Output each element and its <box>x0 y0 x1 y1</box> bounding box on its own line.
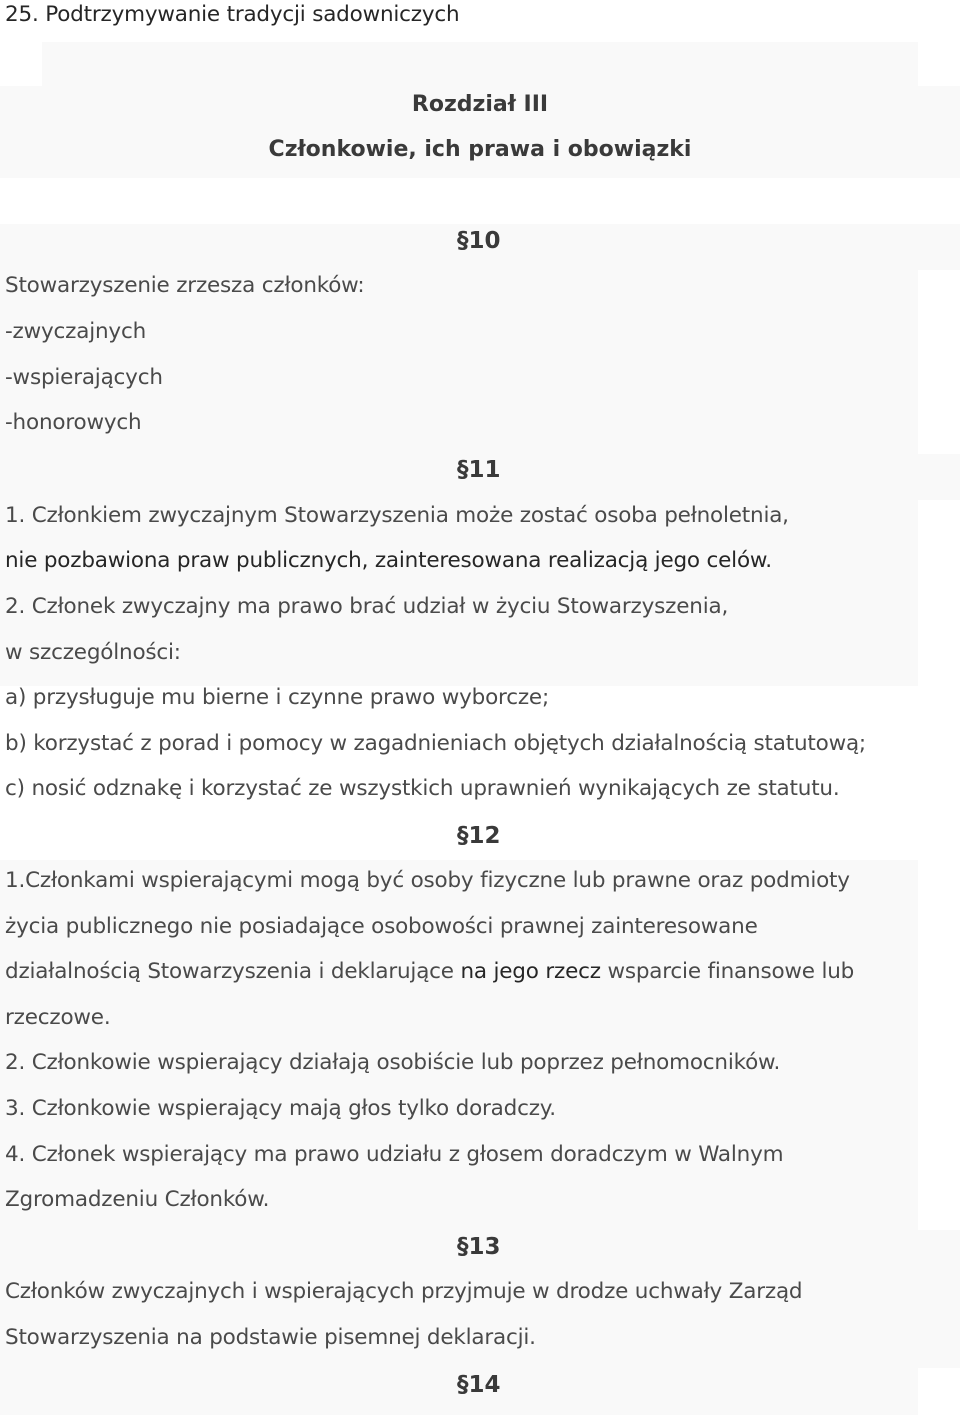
paragraph-line: Stowarzyszenia na podstawie pisemnej deklaracji. <box>5 1325 536 1350</box>
paragraph-line: rzeczowe. <box>5 1005 111 1030</box>
paragraph-line: -wspierających <box>5 365 163 390</box>
paragraph-line: c) nosić odznakę i korzystać ze wszystkich uprawnień wynikających ze statutu. <box>5 776 840 801</box>
paragraph-line <box>5 957 854 987</box>
section-symbol-14: §14 <box>457 1372 501 1398</box>
paragraph-line: 2. Członek zwyczajny ma prawo brać udział w życiu Stowarzyszenia, <box>5 594 729 619</box>
section-symbol-11: §11 <box>457 457 501 483</box>
background-band <box>42 42 918 86</box>
chapter-title: Członkowie, ich prawa i obowiązki <box>268 137 692 162</box>
paragraph-line: nie pozbawiona praw publicznych, zainteresowana realizacją jego celów. <box>5 548 772 573</box>
paragraph-line: 1.Członkami wspierającymi mogą być osoby fizyczne lub prawne oraz podmioty <box>5 868 850 893</box>
section-symbol-13: §13 <box>457 1234 501 1260</box>
paragraph-line: Zgromadzeniu Członków. <box>5 1187 270 1212</box>
highlighted-phrase: na jego rzecz <box>460 959 601 984</box>
paragraph-line: 2. Członkowie wspierający działają osobiście lub poprzez pełnomocników. <box>5 1050 781 1075</box>
paragraph-text: wsparcie finansowe lub <box>600 959 855 984</box>
chapter-number: Rozdział III <box>411 92 549 117</box>
section-symbol-12: §12 <box>457 823 501 849</box>
paragraph-line: b) korzystać z porad i pomocy w zagadnieniach objętych działalnością statutową; <box>5 731 866 756</box>
paragraph-line: w szczególności: <box>5 640 181 665</box>
paragraph-line: -zwyczajnych <box>5 319 147 344</box>
paragraph-line: Stowarzyszenie zrzesza członków: <box>5 273 365 298</box>
section-symbol-10: §10 <box>457 228 501 254</box>
paragraph-text: działalnością Stowarzyszenia i deklarujące <box>5 959 461 984</box>
paragraph-line: 4. Członek wspierający ma prawo udziału z głosem doradczym w Walnym <box>5 1142 784 1167</box>
paragraph-line: 3. Członkowie wspierający mają głos tylko doradczy. <box>5 1096 556 1121</box>
paragraph-line: 1. Członkiem zwyczajnym Stowarzyszenia może zostać osoba pełnoletnia, <box>5 503 789 528</box>
paragraph-line: a) przysługuje mu bierne i czynne prawo wyborcze; <box>5 685 549 710</box>
paragraph-line: życia publicznego nie posiadające osobowości prawnej zainteresowane <box>5 914 758 939</box>
paragraph-line: -honorowych <box>5 410 142 435</box>
list-item-25: 25. Podtrzymywanie tradycji sadowniczych <box>5 2 460 27</box>
paragraph-line: Członków zwyczajnych i wspierających przyjmuje w drodze uchwały Zarząd <box>5 1279 803 1304</box>
